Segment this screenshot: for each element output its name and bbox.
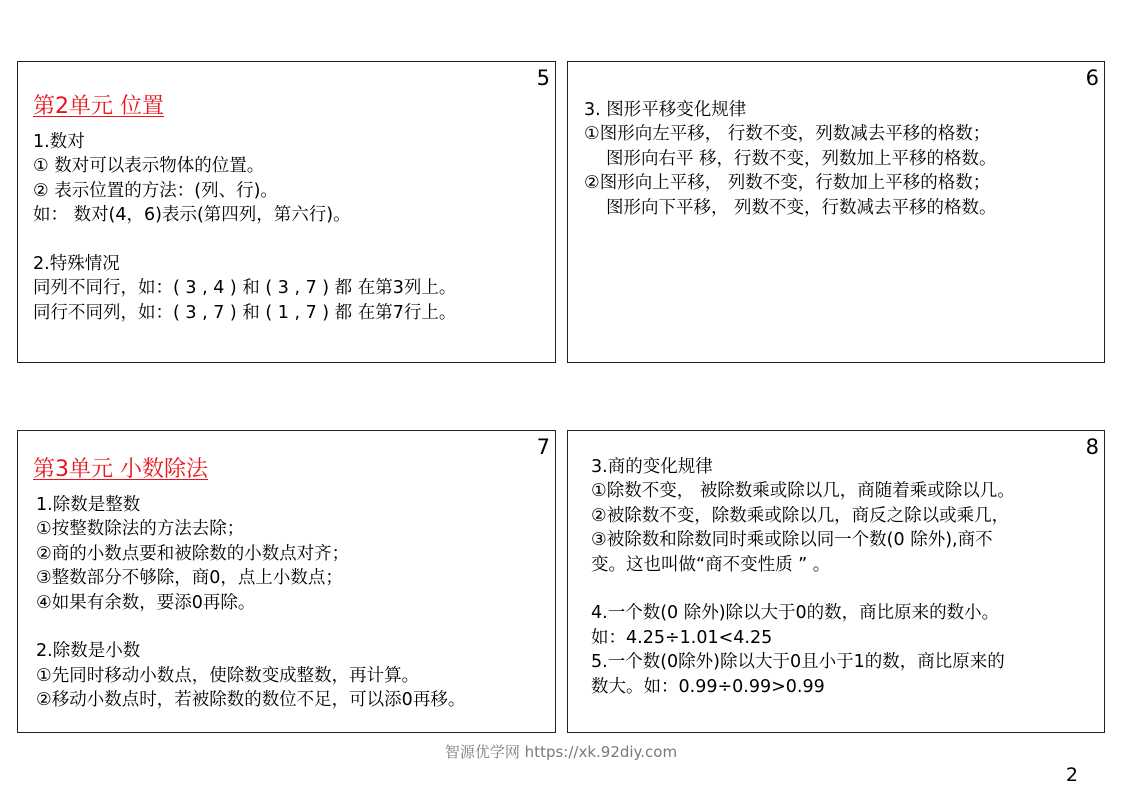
slide-body bbox=[591, 455, 1015, 699]
slide-8 bbox=[567, 430, 1105, 733]
text-line: ① 数对可以表示物体的位置。 bbox=[33, 156, 265, 177]
text-line: ①按整数除法的方法去除； bbox=[36, 519, 245, 540]
text-line: ②移动小数点时，若被除数的数位不足，可以添0再移。 bbox=[36, 690, 466, 711]
slide-number: 8 bbox=[1085, 435, 1099, 459]
text-line: 同列不同行，如：( 3 , 4 ) 和 ( 3 , 7 ) 都 在第3列上。 bbox=[33, 278, 457, 299]
text-line: ①图形向左平移， 行数不变，列数减去平移的格数； bbox=[584, 124, 991, 145]
page-number: 2 bbox=[1065, 764, 1078, 786]
text-line: ④如果有余数，要添0再除。 bbox=[36, 592, 256, 613]
text-line: 数大。如：0.99÷0.99>0.99 bbox=[591, 676, 825, 697]
text-line: ②图形向上平移， 列数不变，行数加上平移的格数； bbox=[584, 173, 991, 194]
slide-number: 7 bbox=[536, 435, 550, 459]
blank-line bbox=[591, 577, 1015, 601]
slide-body bbox=[36, 493, 465, 713]
slide-6 bbox=[567, 61, 1105, 363]
text-line: ①除数不变， 被除数乘或除以几，商随着乘或除以几。 bbox=[591, 481, 1015, 502]
text-line: 如： 数对(4，6)表示(第四列，第六行)。 bbox=[33, 205, 351, 226]
text-line: 5.一个数(0除外)除以大于0且小于1的数，商比原来的 bbox=[591, 652, 1005, 673]
text-line: ③被除数和除数同时乘或除以同一个数(0 除外),商不 bbox=[591, 530, 993, 551]
text-line: ②商的小数点要和被除数的小数点对齐； bbox=[36, 543, 350, 564]
text-line: 如：4.25÷1.01<4.25 bbox=[591, 627, 773, 648]
text-line: ②被除数不变，除数乘或除以几，商反之除以或乘几， bbox=[591, 505, 1010, 526]
text-line: 图形向下平移， 列数不变，行数减去平移的格数。 bbox=[606, 197, 997, 218]
slide-number: 5 bbox=[536, 66, 550, 90]
slide-number: 6 bbox=[1085, 66, 1099, 90]
text-line: 3.商的变化规律 bbox=[591, 457, 713, 477]
text-line: 图形向右平 移，行数不变，列数加上平移的格数。 bbox=[606, 148, 997, 169]
text-line: ② 表示位置的方法：(列、行)。 bbox=[33, 180, 278, 201]
text-line: 3. 图形平移变化规律 bbox=[584, 100, 747, 120]
slide-title: 第3单元 小数除法 bbox=[33, 457, 208, 482]
text-line: 变。这也叫做“商不变性质 ” 。 bbox=[591, 554, 831, 575]
blank-line bbox=[33, 228, 456, 252]
text-line: 1.除数是整数 bbox=[36, 495, 141, 515]
text-line: 2.除数是小数 bbox=[36, 641, 141, 662]
slide-body bbox=[584, 98, 997, 220]
text-line: ①先同时移动小数点，使除数变成整数，再计算。 bbox=[36, 665, 420, 686]
blank-line bbox=[36, 615, 465, 639]
text-line: ③整数部分不够除，商0，点上小数点； bbox=[36, 568, 343, 589]
text-line: 2.特殊情况 bbox=[33, 253, 120, 274]
slide-body bbox=[33, 130, 456, 325]
slide-5 bbox=[17, 61, 556, 363]
text-line: 4.一个数(0 除外)除以大于0的数，商比原来的数小。 bbox=[591, 603, 1000, 624]
slide-title: 第2单元 位置 bbox=[33, 94, 164, 119]
text-line: 同行不同列，如：( 3 , 7 ) 和 ( 1 , 7 ) 都 在第7行上。 bbox=[33, 302, 457, 323]
text-line: 1.数对 bbox=[33, 132, 85, 152]
watermark-text: 智源优学网 https://xk.92diy.com bbox=[444, 743, 678, 761]
slide-7 bbox=[17, 430, 556, 733]
